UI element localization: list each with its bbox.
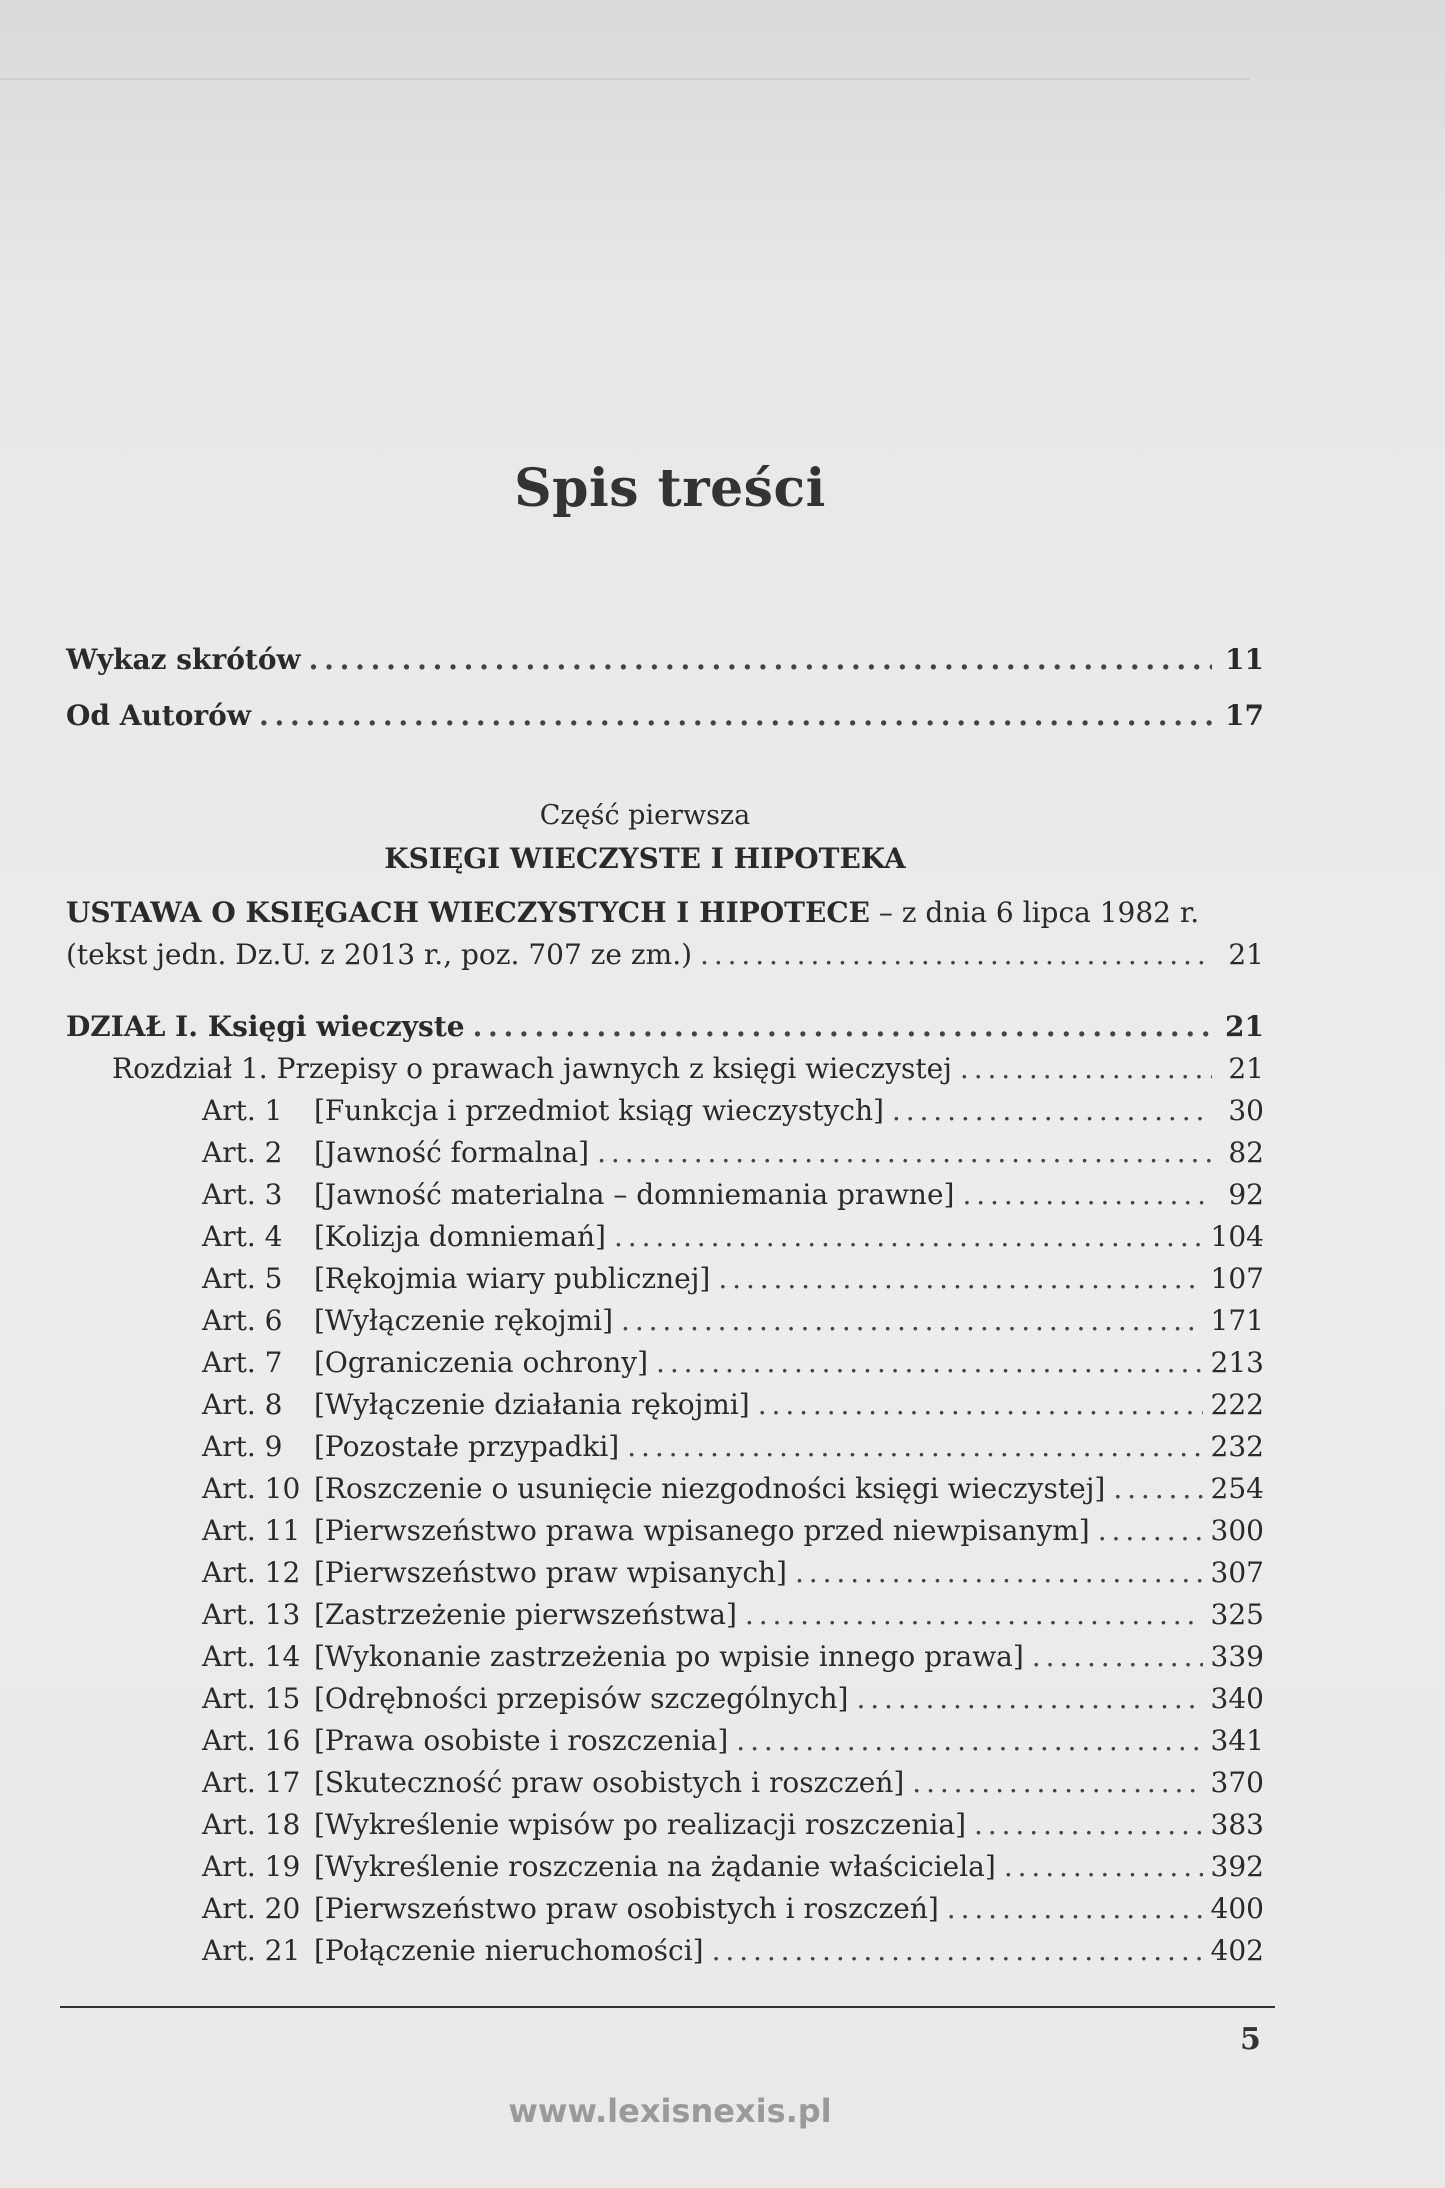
leader-dots (947, 1888, 1203, 1930)
leader-dots (1098, 1510, 1203, 1552)
toc-entry-article[interactable] (66, 1342, 1264, 1384)
page-ref: 17 (1225, 699, 1264, 732)
article-number: Art. 17 (202, 1766, 301, 1799)
page-ref: 254 (1210, 1472, 1264, 1505)
article-number: Art. 2 (202, 1136, 283, 1169)
article-title: [Zastrzeżenie pierwszeństwa] (314, 1598, 737, 1631)
page-ref: 232 (1210, 1430, 1264, 1463)
rozdzial-row[interactable] (66, 1048, 1264, 1090)
toc-entry-article[interactable] (66, 1426, 1264, 1468)
leader-dots (912, 1762, 1202, 1804)
act-title-date: – z dnia 6 lipca 1982 r. (869, 896, 1200, 929)
article-number: Art. 10 (202, 1472, 301, 1505)
header-divider (0, 78, 1250, 80)
article-title: [Wykreślenie roszczenia na żądanie właściciela] (314, 1850, 996, 1883)
article-number: Art. 12 (202, 1556, 301, 1589)
leader-dots (758, 1384, 1203, 1426)
page-ref: 340 (1210, 1682, 1264, 1715)
article-title: [Ograniczenia ochrony] (314, 1346, 649, 1379)
leader-dots (259, 688, 1212, 744)
article-title: [Pierwszeństwo praw osobistych i roszczeń] (314, 1892, 939, 1925)
leader-dots (892, 1090, 1212, 1132)
page-ref: 213 (1210, 1346, 1264, 1379)
page-ref: 339 (1210, 1640, 1264, 1673)
toc-entry-front-matter[interactable] (66, 688, 1264, 744)
leader-dots (473, 1006, 1212, 1048)
table-of-contents (66, 632, 1264, 1972)
page-ref: 325 (1210, 1598, 1264, 1631)
publisher-website[interactable]: www.lexisnexis.pl (508, 2092, 832, 2130)
rozdzial-label: Rozdział 1. Przepisy o prawach jawnych z księgi wieczystej (112, 1052, 952, 1085)
act-subtitle-row[interactable] (66, 934, 1264, 976)
article-number: Art. 15 (202, 1682, 301, 1715)
article-title: [Wykonanie zastrzeżenia po wpisie innego prawa] (314, 1640, 1024, 1673)
act-subtitle: (tekst jedn. Dz.U. z 2013 r., poz. 707 ze zm.) (66, 938, 693, 971)
toc-entry-article[interactable] (66, 1510, 1264, 1552)
page-ref: 104 (1210, 1220, 1264, 1253)
toc-entry-article[interactable] (66, 1594, 1264, 1636)
page-ref: 222 (1210, 1388, 1264, 1421)
article-title: [Wyłączenie rękojmi] (314, 1304, 614, 1337)
article-title: [Prawa osobiste i roszczenia] (314, 1724, 729, 1757)
page-title: Spis treści (514, 458, 826, 519)
article-number: Art. 7 (202, 1346, 283, 1379)
leader-dots (597, 1132, 1212, 1174)
leader-dots (700, 934, 1212, 976)
article-number: Art. 1 (202, 1094, 283, 1127)
toc-entry-article[interactable] (66, 1762, 1264, 1804)
page-number: 5 (1240, 2022, 1261, 2057)
toc-entry-article[interactable] (66, 1636, 1264, 1678)
page-ref: 370 (1210, 1766, 1264, 1799)
footer-divider (60, 2006, 1275, 2008)
article-title: [Wykreślenie wpisów po realizacji roszczenia] (314, 1808, 966, 1841)
article-number: Art. 5 (202, 1262, 283, 1295)
page-ref: 392 (1210, 1850, 1264, 1883)
leader-dots (614, 1216, 1203, 1258)
page-ref: 400 (1210, 1892, 1264, 1925)
toc-entry-label: Od Autorów (66, 699, 251, 732)
page-ref: 107 (1210, 1262, 1264, 1295)
article-number: Art. 3 (202, 1178, 283, 1211)
leader-dots (1032, 1636, 1203, 1678)
article-number: Art. 19 (202, 1850, 301, 1883)
article-title: [Skuteczność praw osobistych i roszczeń] (314, 1766, 905, 1799)
article-number: Art. 20 (202, 1892, 301, 1925)
article-title: [Jawność formalna] (314, 1136, 590, 1169)
article-number: Art. 6 (202, 1304, 283, 1337)
toc-entry-article[interactable] (66, 1090, 1264, 1132)
toc-entry-article[interactable] (66, 1804, 1264, 1846)
leader-dots (621, 1300, 1203, 1342)
toc-entry-front-matter[interactable] (66, 632, 1264, 688)
toc-entry-article[interactable] (66, 1384, 1264, 1426)
toc-entry-label: Wykaz skrótów (66, 643, 301, 676)
act-title[interactable] (66, 892, 1264, 934)
page-ref: 402 (1210, 1934, 1264, 1967)
leader-dots (712, 1930, 1203, 1972)
article-list (66, 1090, 1264, 1972)
act-title-bold: USTAWA O KSIĘGACH WIECZYSTYCH I HIPOTECE (66, 896, 870, 929)
leader-dots (795, 1552, 1203, 1594)
toc-entry-article[interactable] (66, 1552, 1264, 1594)
article-number: Art. 4 (202, 1220, 283, 1253)
leader-dots (1004, 1846, 1203, 1888)
page-ref: 92 (1228, 1178, 1264, 1211)
page-ref: 82 (1228, 1136, 1264, 1169)
article-number: Art. 8 (202, 1388, 283, 1421)
page-ref: 30 (1228, 1094, 1264, 1127)
page-ref: 171 (1210, 1304, 1264, 1337)
page-ref: 21 (1228, 938, 1264, 971)
part-title: KSIĘGI WIECZYSTE I HIPOTEKA (384, 842, 906, 875)
page-ref: 21 (1225, 1010, 1264, 1043)
article-title: [Kolizja domniemań] (314, 1220, 606, 1253)
toc-entry-article[interactable] (66, 1468, 1264, 1510)
leader-dots (736, 1720, 1202, 1762)
toc-entry-article[interactable] (66, 1174, 1264, 1216)
toc-entry-article[interactable] (66, 1930, 1264, 1972)
article-title: [Odrębności przepisów szczególnych] (314, 1682, 849, 1715)
leader-dots (309, 632, 1212, 688)
leader-dots (656, 1342, 1203, 1384)
leader-dots (974, 1804, 1203, 1846)
article-number: Art. 11 (202, 1514, 301, 1547)
article-title: [Rękojmia wiary publicznej] (314, 1262, 711, 1295)
article-title: [Pozostałe przypadki] (314, 1430, 620, 1463)
front-matter-list (66, 632, 1264, 744)
article-title: [Funkcja i przedmiot ksiąg wieczystych] (314, 1094, 884, 1127)
article-title: [Połączenie nieruchomości] (314, 1934, 704, 1967)
article-title: [Pierwszeństwo praw wpisanych] (314, 1556, 787, 1589)
article-number: Art. 21 (202, 1934, 301, 1967)
leader-dots (962, 1174, 1212, 1216)
toc-entry-article[interactable] (66, 1132, 1264, 1174)
article-number: Art. 18 (202, 1808, 301, 1841)
article-title: [Roszczenie o usunięcie niezgodności księgi wieczystej] (314, 1472, 1106, 1505)
page-ref: 300 (1210, 1514, 1264, 1547)
leader-dots (1113, 1468, 1202, 1510)
article-title: [Jawność materialna – domniemania prawne] (314, 1178, 955, 1211)
article-number: Art. 16 (202, 1724, 301, 1757)
toc-entry-article[interactable] (66, 1720, 1264, 1762)
page-ref: 307 (1210, 1556, 1264, 1589)
toc-entry-article[interactable] (66, 1216, 1264, 1258)
article-number: Art. 14 (202, 1640, 301, 1673)
toc-entry-article[interactable] (66, 1300, 1264, 1342)
page-ref: 11 (1225, 643, 1264, 676)
article-number: Art. 9 (202, 1430, 283, 1463)
article-title: [Wyłączenie działania rękojmi] (314, 1388, 750, 1421)
dzial-row[interactable] (66, 1006, 1264, 1048)
toc-entry-article[interactable] (66, 1678, 1264, 1720)
part-label: Część pierwsza (539, 800, 751, 831)
toc-entry-article[interactable] (66, 1846, 1264, 1888)
leader-dots (627, 1426, 1202, 1468)
dzial-label: DZIAŁ I. Księgi wieczyste (66, 1010, 465, 1043)
page-ref: 341 (1210, 1724, 1264, 1757)
toc-entry-article[interactable] (66, 1888, 1264, 1930)
toc-entry-article[interactable] (66, 1258, 1264, 1300)
article-number: Art. 13 (202, 1598, 301, 1631)
article-title: [Pierwszeństwo prawa wpisanego przed niewpisanym] (314, 1514, 1090, 1547)
leader-dots (856, 1678, 1202, 1720)
page-ref: 383 (1210, 1808, 1264, 1841)
leader-dots (745, 1594, 1203, 1636)
leader-dots (718, 1258, 1202, 1300)
page-ref: 21 (1228, 1052, 1264, 1085)
leader-dots (960, 1048, 1212, 1090)
